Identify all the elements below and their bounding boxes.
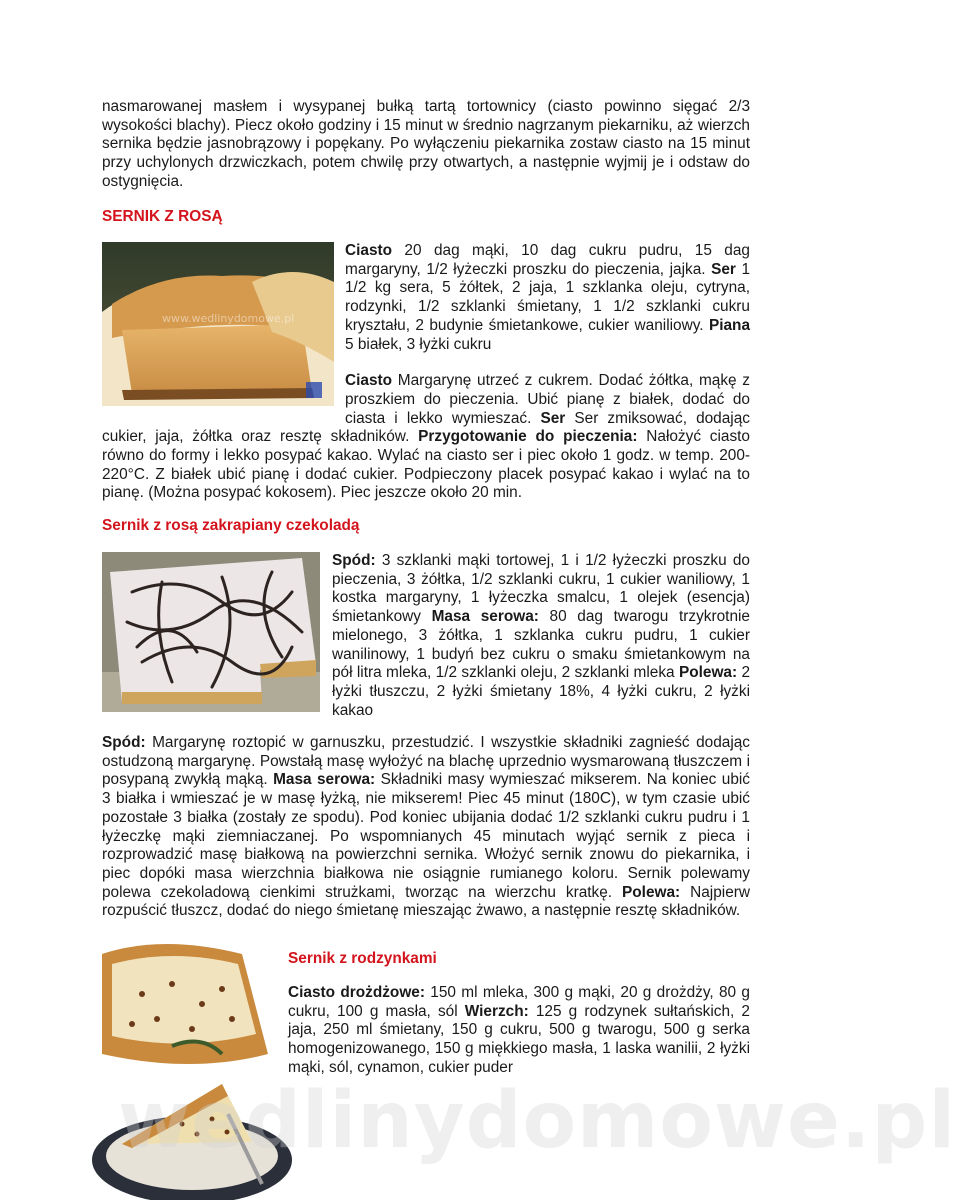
intro-paragraph: nasmarowanej masłem i wysypanej bułką tartą tortownicy (ciasto powinno sięgać 2/3 wysokości blachy). Piecz około godziny i 15 minut w średnio nagrzanym piekarniku, aż wierzch sernika będzie jasnobrązowy i popękany. Po wyłączeniu piekarnika zostaw ciasto na 15 minut przy uchylonych drzwiczkach, potem chwilę przy otwartych, a następnie wyjmij je i odstaw do ostygnięcia. — [102, 98, 750, 190]
recipe2-block — [102, 552, 750, 720]
recipe2-method: Spód: Margarynę roztopić w garnuszku, przestudzić. I wszystkie składniki zagnieść dodając ostudzoną margarynę. Powstałą masę wyłożyć na blachę uprzednio wysmarowaną tłuszczem i posypaną zwykłą mąką. Masa serowa: Składniki masy wymieszać mikserem. Na koniec ubić 3 białka i wmieszać je w masę łyżką, nie mikserem! Piec 45 minut (180C), w tym czasie ubić pozostałe 3 białka (zostały ze spodu). Pod koniec ubijania dodać 1/2 szklanki cukru pudru i 1 łyżeczkę mąki ziemniaczanej. Po wspomnianych 45 minutach wyjąć sernik z pieca i rozprowadzić masę białkową na powierzchni sernika. Włożyć sernik znowu do piekarnika, i piec dopóki masa wierzchnia białkowa nie osiągnie rumianego koloru. Sernik polewamy polewa czekoladową cienkimi strużkami, tworząc na wierzchu kratkę. Polewa: Najpierw rozpuścić tłuszcz, dodać do niego śmietanę mieszając żwawo, a następnie resztę składników. — [102, 734, 750, 920]
recipe2-ingredients: Spód: 3 szklanki mąki tortowej, 1 i 1/2 łyżeczki proszku do pieczenia, 3 żółtka, 1/2 szklanki cukru, 1 cukier waniliowy, 1 kostka margaryny, 1 łyżeczka smalcu, 1 olejek (esencja) śmietankowy Masa serowa: 80 dag twarogu trzykrotnie mielonego, 3 żółtka, 1 szklanka cukru pudru, 1 cukier wanilinowy, 1 budyń bez cukru o smaku śmietankowym na pół litra mleka, 1/2 szklanki oleju, 2 szklanki mleka Polewa: 2 łyżki tłuszczu, 2 łyżki śmietany 18%, 4 łyżki cukru, 2 łyżki kakao — [332, 552, 750, 719]
site-watermark: wedlinydomowe.pl — [118, 1076, 956, 1166]
recipe2-photo — [102, 552, 320, 712]
cheesecake-photo-2 — [102, 552, 320, 712]
recipe1-block — [102, 242, 750, 503]
recipe1-photo — [102, 242, 334, 410]
svg-text:www.wedlinydomowe.pl: www.wedlinydomowe.pl — [162, 312, 295, 325]
cheesecake-photo-1 — [102, 242, 334, 406]
recipe3-ingredients: Ciasto drożdżowe: 150 ml mleka, 300 g mąki, 20 g drożdży, 80 g cukru, 100 g masła, sól Wierzch: 125 g rodzynek sułtańskich, 2 jaja, 250 ml śmietany, 150 g cukru, 500 g twarogu, 500 g serka homogenizowanego, 150 g miękkiego masła, 1 laska wanilii, 2 łyżki mąki, sól, cynamon, cukier puder — [288, 984, 750, 1076]
recipe3-title: Sernik z rodzynkami — [288, 950, 437, 967]
recipe1-title: SERNIK Z ROSĄ — [102, 208, 223, 225]
recipe2-title: Sernik z rosą zakrapiany czekoladą — [102, 517, 360, 534]
recipe1-method: Ciasto Margarynę utrzeć z cukrem. Dodać żółtka, mąkę z proszkiem do pieczenia. Ubić pianę z białek, dodać do ciasta i lekko wymieszać. Ser Ser zmiksować, dodając cukier, jaja, żółtka oraz resztę składników. Przygotowanie do pieczenia: Nałożyć ciasto równo do formy i lekko posypać kakao. Wylać na ciasto ser i piec około 1 godz. w temp. 200-220°C. Z białek ubić pianę i dodać cukier. Podpieczony placek posypać kakao i wylać na to pianę. (Można posypać kokosem). Piec jeszcze około 20 min. — [102, 372, 750, 502]
recipe1-ingredients: Ciasto 20 dag mąki, 10 dag cukru pudru, 15 dag margaryny, 1/2 łyżeczki proszku do pieczenia, jajka. Ser 1 1/2 kg sera, 5 żółtek, 2 jaja, 1 szklanka oleju, cytryna, rodzynki, 1/2 szklanki śmietany, 1 1/2 szklanki cukru kryształu, 2 budynie śmietankowe, cukier waniliowy. Piana 5 białek, 3 łyżki cukru — [345, 242, 750, 353]
